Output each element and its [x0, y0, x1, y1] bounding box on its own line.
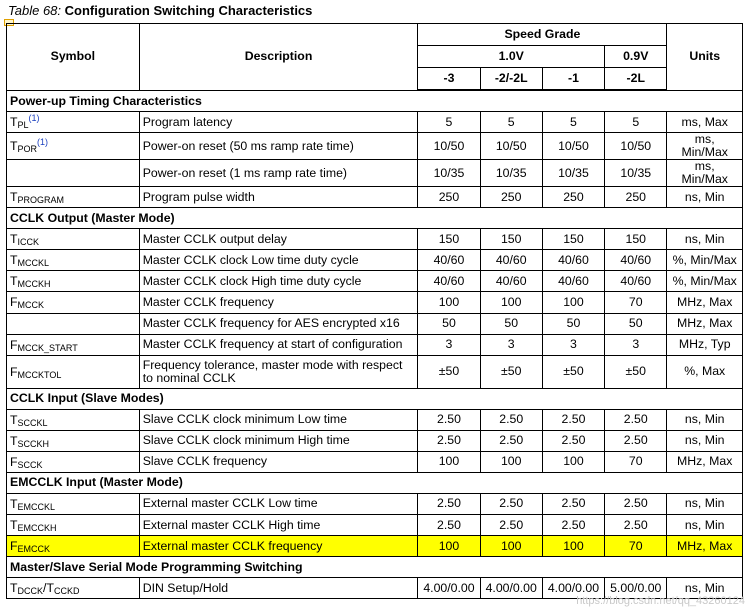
value-cell: 250 — [605, 187, 667, 208]
units-cell: ns, Min — [667, 409, 743, 430]
table-row — [7, 271, 743, 292]
units-cell: ns, Min — [667, 187, 743, 208]
symbol-letter: T — [10, 581, 18, 596]
description-cell: External master CCLK frequency — [139, 536, 418, 557]
value-cell: 50 — [542, 313, 604, 334]
description-cell: Master CCLK frequency at start of configuration — [139, 334, 418, 355]
value-cell: 5 — [605, 112, 667, 133]
table-row — [7, 250, 743, 271]
value-cell: 5 — [480, 112, 542, 133]
symbol-letter: T — [10, 433, 18, 448]
value-cell: 40/60 — [480, 271, 542, 292]
value-cell: 40/60 — [605, 250, 667, 271]
symbol-cell — [7, 292, 140, 313]
value-cell: 3 — [605, 334, 667, 355]
units-cell: ms, Min/Max — [667, 133, 743, 160]
table-row — [7, 515, 743, 536]
value-cell: 5 — [542, 112, 604, 133]
header-description: Description — [139, 24, 418, 91]
section-header-row — [7, 472, 743, 493]
symbol-cell — [7, 409, 140, 430]
section-header-row — [7, 90, 743, 112]
value-cell: 100 — [418, 536, 480, 557]
description-cell: Master CCLK clock Low time duty cycle — [139, 250, 418, 271]
symbol-letter: F — [10, 539, 18, 554]
value-cell: 50 — [605, 313, 667, 334]
units-cell: %, Min/Max — [667, 250, 743, 271]
section-title: Master/Slave Serial Mode Programming Switching — [7, 557, 743, 578]
section-title: CCLK Input (Slave Modes) — [7, 388, 743, 409]
table-number: Table 68: — [8, 3, 62, 18]
value-cell: 2.50 — [542, 515, 604, 536]
symbol-subscript: SCCKH — [17, 438, 50, 449]
symbol-letter: T — [10, 253, 18, 268]
section-title: Power-up Timing Characteristics — [7, 90, 743, 112]
value-cell: 150 — [480, 229, 542, 250]
symbol-letter-2: /T — [43, 581, 54, 596]
value-cell: 2.50 — [480, 430, 542, 451]
header-grade-2l: -2L — [605, 68, 667, 91]
description-cell: Power-on reset (1 ms ramp rate time) — [139, 160, 418, 187]
section-title: CCLK Output (Master Mode) — [7, 208, 743, 229]
value-cell: 70 — [605, 451, 667, 472]
value-cell: 40/60 — [605, 271, 667, 292]
description-cell: Slave CCLK clock minimum High time — [139, 430, 418, 451]
symbol-letter: T — [10, 497, 18, 512]
value-cell: 250 — [418, 187, 480, 208]
value-cell: 2.50 — [418, 409, 480, 430]
units-cell: MHz, Max — [667, 451, 743, 472]
value-cell: 4.00/0.00 — [542, 578, 604, 599]
symbol-subscript: MCCK_START — [17, 342, 78, 353]
value-cell: 4.00/0.00 — [418, 578, 480, 599]
value-cell: 100 — [542, 451, 604, 472]
table-row — [7, 292, 743, 313]
value-cell: 2.50 — [542, 430, 604, 451]
symbol-letter: T — [10, 232, 18, 247]
symbol-cell — [7, 313, 140, 334]
description-cell: Master CCLK frequency for AES encrypted x16 — [139, 313, 418, 334]
header-0v9: 0.9V — [605, 46, 667, 68]
watermark: https://blog.csdn.net/qq_43260124 — [576, 595, 745, 607]
description-cell: Slave CCLK frequency — [139, 451, 418, 472]
symbol-letter: T — [10, 190, 18, 205]
symbol-cell — [7, 229, 140, 250]
value-cell: 2.50 — [418, 430, 480, 451]
value-cell: 100 — [542, 292, 604, 313]
value-cell: 4.00/0.00 — [480, 578, 542, 599]
units-cell: MHz, Typ — [667, 334, 743, 355]
symbol-letter: T — [10, 274, 18, 289]
value-cell: 100 — [418, 451, 480, 472]
symbol-cell — [7, 112, 140, 133]
value-cell: 100 — [480, 292, 542, 313]
value-cell: 2.50 — [605, 409, 667, 430]
value-cell: 150 — [542, 229, 604, 250]
header-units: Units — [667, 24, 743, 91]
table-row — [7, 187, 743, 208]
symbol-subscript: ICCK — [17, 237, 40, 248]
value-cell: 5 — [418, 112, 480, 133]
symbol-subscript: SCCK — [17, 459, 43, 470]
value-cell: 10/50 — [418, 133, 480, 160]
value-cell: ±50 — [418, 355, 480, 388]
units-cell: %, Min/Max — [667, 271, 743, 292]
value-cell: 40/60 — [480, 250, 542, 271]
value-cell: 2.50 — [542, 409, 604, 430]
description-cell: Slave CCLK clock minimum Low time — [139, 409, 418, 430]
symbol-cell — [7, 271, 140, 292]
units-cell: ns, Min — [667, 578, 743, 599]
value-cell: 10/35 — [605, 160, 667, 187]
description-cell: Frequency tolerance, master mode with respect to nominal CCLK — [139, 355, 418, 388]
value-cell: 2.50 — [418, 515, 480, 536]
symbol-letter: T — [10, 518, 18, 533]
value-cell: 70 — [605, 536, 667, 557]
header-speed-grade: Speed Grade — [418, 24, 667, 46]
units-cell: ns, Min — [667, 430, 743, 451]
symbol-subscript: EMCCKH — [17, 523, 57, 534]
units-cell: MHz, Max — [667, 536, 743, 557]
table-row — [7, 160, 743, 187]
description-cell: DIN Setup/Hold — [139, 578, 418, 599]
units-cell: MHz, Max — [667, 292, 743, 313]
value-cell: ±50 — [542, 355, 604, 388]
value-cell: 10/35 — [418, 160, 480, 187]
header-grade-3: -3 — [418, 68, 480, 91]
table-title: Configuration Switching Characteristics — [64, 3, 313, 18]
symbol-cell — [7, 515, 140, 536]
value-cell: 10/50 — [480, 133, 542, 160]
symbol-subscript: MCCKTOL — [17, 369, 62, 380]
value-cell: 40/60 — [542, 271, 604, 292]
value-cell: 2.50 — [480, 409, 542, 430]
symbol-subscript: SCCKL — [17, 417, 48, 428]
units-cell: %, Max — [667, 355, 743, 388]
table-row — [7, 451, 743, 472]
value-cell: 100 — [542, 536, 604, 557]
value-cell: 5.00/0.00 — [605, 578, 667, 599]
description-cell: Master CCLK frequency — [139, 292, 418, 313]
description-cell: External master CCLK High time — [139, 515, 418, 536]
symbol-letter: F — [10, 337, 18, 352]
units-cell: MHz, Max — [667, 313, 743, 334]
symbol-subscript: PROGRAM — [17, 195, 65, 206]
symbol-letter: T — [10, 139, 18, 154]
symbol-subscript-2: CCKD — [53, 586, 80, 597]
symbol-subscript: EMCCKL — [17, 502, 56, 513]
value-cell: 40/60 — [418, 271, 480, 292]
configuration-switching-table — [6, 23, 743, 599]
symbol-subscript: DCCK — [17, 586, 44, 597]
table-row — [7, 133, 743, 160]
header-grade-1: -1 — [542, 68, 604, 91]
value-cell: 10/50 — [605, 133, 667, 160]
units-cell: ms, Min/Max — [667, 160, 743, 187]
symbol-cell — [7, 250, 140, 271]
symbol-subscript: MCCKL — [17, 258, 50, 269]
symbol-subscript: MCCK — [17, 300, 45, 311]
description-cell: External master CCLK Low time — [139, 493, 418, 514]
table-row — [7, 313, 743, 334]
symbol-letter: F — [10, 295, 18, 310]
value-cell: 10/35 — [542, 160, 604, 187]
symbol-subscript: PL — [17, 120, 29, 131]
symbol-subscript: MCCKH — [17, 279, 51, 290]
header-symbol: Symbol — [7, 24, 140, 91]
value-cell: 250 — [542, 187, 604, 208]
value-cell: ±50 — [480, 355, 542, 388]
value-cell: 2.50 — [418, 493, 480, 514]
value-cell: 2.50 — [480, 515, 542, 536]
symbol-letter: F — [10, 364, 18, 379]
footnote-link: (1) — [28, 113, 40, 123]
symbol-cell — [7, 160, 140, 187]
value-cell: 3 — [480, 334, 542, 355]
value-cell: 2.50 — [542, 493, 604, 514]
table-row — [7, 430, 743, 451]
description-cell: Power-on reset (50 ms ramp rate time) — [139, 133, 418, 160]
value-cell: 100 — [480, 451, 542, 472]
footnote-link: (1) — [37, 137, 49, 148]
value-cell: 100 — [418, 292, 480, 313]
value-cell: 2.50 — [605, 493, 667, 514]
symbol-cell — [7, 133, 140, 160]
table-row — [7, 493, 743, 514]
symbol-cell — [7, 334, 140, 355]
section-header-row — [7, 208, 743, 229]
value-cell: 10/50 — [542, 133, 604, 160]
table-row — [7, 334, 743, 355]
symbol-subscript: POR — [17, 144, 38, 155]
symbol-cell — [7, 493, 140, 514]
value-cell: 40/60 — [542, 250, 604, 271]
value-cell: 2.50 — [605, 430, 667, 451]
table-caption — [8, 3, 312, 18]
description-cell: Master CCLK clock High time duty cycle — [139, 271, 418, 292]
table-row — [7, 536, 743, 557]
value-cell: 250 — [480, 187, 542, 208]
table-body — [7, 90, 743, 599]
value-cell: 3 — [418, 334, 480, 355]
value-cell: 150 — [605, 229, 667, 250]
header-1v0: 1.0V — [418, 46, 605, 68]
units-cell: ns, Min — [667, 493, 743, 514]
symbol-letter: F — [10, 454, 18, 469]
symbol-cell — [7, 451, 140, 472]
section-title: EMCCLK Input (Master Mode) — [7, 472, 743, 493]
table-row — [7, 409, 743, 430]
table-row — [7, 355, 743, 388]
units-cell: ns, Min — [667, 515, 743, 536]
units-cell: ns, Min — [667, 229, 743, 250]
symbol-subscript: EMCCK — [17, 544, 51, 555]
symbol-cell — [7, 578, 140, 599]
value-cell: 3 — [542, 334, 604, 355]
value-cell: 50 — [480, 313, 542, 334]
units-cell: ms, Max — [667, 112, 743, 133]
symbol-cell — [7, 355, 140, 388]
value-cell: 150 — [418, 229, 480, 250]
value-cell: 2.50 — [480, 493, 542, 514]
value-cell: 2.50 — [605, 515, 667, 536]
value-cell: ±50 — [605, 355, 667, 388]
value-cell: 10/35 — [480, 160, 542, 187]
section-header-row — [7, 557, 743, 578]
symbol-letter: T — [10, 412, 18, 427]
symbol-letter: T — [10, 115, 18, 130]
value-cell: 70 — [605, 292, 667, 313]
symbol-cell — [7, 187, 140, 208]
description-cell: Program latency — [139, 112, 418, 133]
value-cell: 50 — [418, 313, 480, 334]
symbol-cell — [7, 536, 140, 557]
header-grade-2: -2/-2L — [480, 68, 542, 91]
value-cell: 40/60 — [418, 250, 480, 271]
value-cell: 100 — [480, 536, 542, 557]
description-cell: Program pulse width — [139, 187, 418, 208]
symbol-cell — [7, 430, 140, 451]
section-header-row — [7, 388, 743, 409]
table-row — [7, 229, 743, 250]
description-cell: Master CCLK output delay — [139, 229, 418, 250]
table-row — [7, 112, 743, 133]
